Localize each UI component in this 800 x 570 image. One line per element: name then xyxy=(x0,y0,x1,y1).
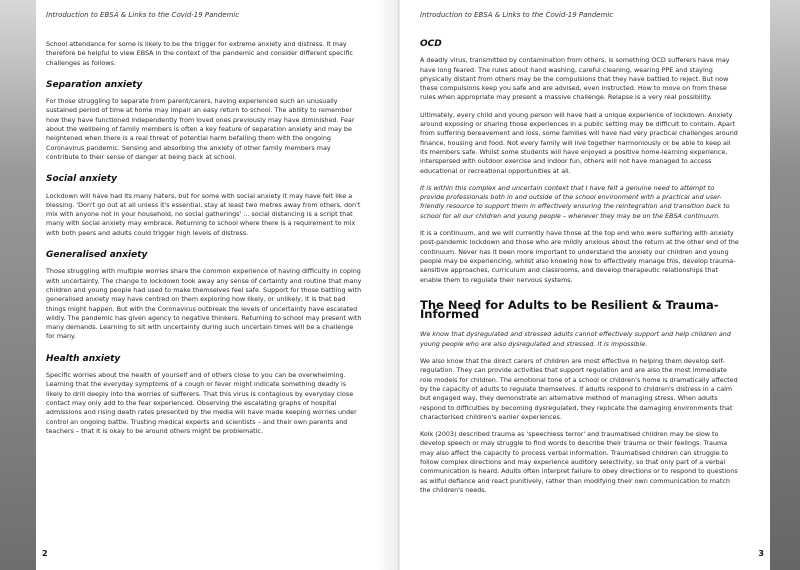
right-page xyxy=(400,0,770,570)
right-gutter xyxy=(770,0,800,570)
left-gutter xyxy=(0,0,36,570)
paragraph-continuum: It is a continuum, and we will currently have those at the top end who were suffering with anxiety post-pandemic lockdown and those who are mildly anxious about the return at the other end of the continuum. Never has it been more important to understand the anxiety our children and young people may be experiencing, whilst also knowing how to effectively manage this, develop trauma-sensitive approaches, curriculum and classrooms, and develop therapeutic relationships that enable them to regulate their nervous systems. xyxy=(420,229,739,284)
left-page xyxy=(36,0,398,570)
page-header: Introduction to EBSA & Links to the Covid-19 Pandemic xyxy=(420,11,614,19)
section-body-separation: For those struggling to separate from parent/carers, having experienced such an unusually sustained period of time at home may impair an easy return to school. The ability to remember how they have functioned independently from loved ones previously may have diminished. Fear about the wellbeing of family members is often a key feature of separation anxiety and may be heightened when there is a real threat of potential harm befalling them with the ongoing Coronavirus pandemic. Sensing and absorbing the anxiety of other family members may contribute to their sense of danger at being back at school. xyxy=(46,97,355,161)
main-section-heading: The Need for Adults to be Resilient & Trauma-Informed xyxy=(420,297,719,322)
section-body-generalised: Those struggling with multiple worries share the common experience of having difficulty in coping with uncertainty. The change to lockdown took away any sense of certainty and routine that many children and young people had used to make themselves feel safe. Support for those battling with generalised anxiety may have centred on them exploring how likely, or unlikely, it is that bad things might happen. But with the Coronavirus outbreak the levels of uncertainty have escalated wildly. The pandemic has given agency to negative thinkers. Returning to school may present with many demands. Learning to sit with uncertainty during such uncertain times will be a challenge for many. xyxy=(46,267,362,341)
section-body-ocd: A deadly virus, transmitted by contamination from others, is something OCD sufferers have may have long feared. The rules about hand washing, careful cleaning, wearing PPE and staying physically distant from others may be the compulsions that they have battled to reject. But now these compulsions keep you safe and are advised, even instructed. How to move on from these rules when appropriate may present a massive challenge. Relapse is a very real possibility. xyxy=(420,56,730,102)
section-heading-separation: Separation anxiety xyxy=(46,79,143,90)
section-heading-social: Social anxiety xyxy=(46,174,118,185)
intro-paragraph: School attendance for some is likely to be the trigger for extreme anxiety and distress. It may therefore be helpful to view EBSA in the context of the pandemic and consider different specific challenges as follows: xyxy=(46,40,353,67)
section-body-health: Specific worries about the health of yourself and of others close to you can be overwhelming. Learning that the everyday symptoms of a cough or fever might indicate something deadly is likely to drill deeply into the worries of sufferers. That this virus is contagious by everyday close contact may only add to the fear experienced. Observing the escalating graphs of hospital admissions and rising death rates presented by the media will have made keeping worries under control an ongoing battle. Trusting medical experts and scientists – and their own parents and teachers – that it is okay to be around others might be problematic. xyxy=(46,371,357,435)
paragraph-direct-carers: We also know that the direct carers of children are most effective in helping them develop self-regulation. They can provide activities that support regulation and are also the most immediate role models for children. The emotional tone of a school or children's home is dramatically affected by the capacity of adults to regulate themselves. If adults respond to children's distress in a calm but engaged way, they demonstrate an alternative method of managing stress. When adults respond to difficulties by becoming dysregulated, they replicate the damaging environments that characterised children's earlier experiences. xyxy=(420,357,738,421)
page-number-left: 2 xyxy=(42,549,48,558)
section-heading-generalised: Generalised anxiety xyxy=(46,250,148,261)
spine-shade xyxy=(376,0,398,570)
paragraph-kolk-trauma: Kolk (2003) described trauma as 'speechless terror' and traumatised children may be slow to develop speech or may struggle to find words to describe their trauma or their feelings. Trauma may also affect the capacity to process verbal information. Traumatised children can struggle to follow complex directions and may experience auditory selectivity, so that only part of a verbal communication is heard. Adults often interpret failure to obey directions or to respond to questions as wilful defiance and react punitively, rather than modifying their own communication to match the children's needs. xyxy=(420,430,738,494)
section-heading-ocd: OCD xyxy=(420,39,442,49)
right-page-content xyxy=(420,40,740,503)
paragraph-dysregulated-adults: We know that dysregulated and stressed adults cannot effectively support and help children and young people who are also dysregulated and stressed. It is impossible. xyxy=(420,330,731,348)
section-body-social: Lockdown will have had its many haters, but for some with social anxiety it may have felt like a blessing. 'Don't go out at all unless it's essential, stay at least two metres away from others, don't mix with anyone not in your household, no social gatherings' ... social distancing is a script that many with social anxiety may embrace. Returning to school where there is a requirement to mix with both peers and adults could trigger high levels of distress. xyxy=(46,191,361,237)
paragraph-lockdown-experience: Ultimately, every child and young person will have had a unique experience of lockdown. Anxiety around exposing or sharing those experiences in a public setting may be difficult to contain. Apart from suffering bereavement and loss, some families will have had very practical challenges around finance, housing and food. Not every family will live together harmoniously or be able to keep all its members safe. Whilst some students will have enjoyed a positive home-learning experience, interspersed with outdoor exercise and indoor fun, others will not have managed to access educational or recreational opportunities at all. xyxy=(420,110,738,175)
page-number-right: 3 xyxy=(758,549,764,558)
paragraph-resource-purpose: It is within this complex and uncertain context that I have felt a genuine need to attempt to provide professionals both in and outside of the school environment with a practical and user-friendly resource to support them in effectively ensuring the reintegration and transition back to school for all our children and young people – wherever they may be on the EBSA continuum. xyxy=(420,183,730,220)
page-header: Introduction to EBSA & Links to the Covid-19 Pandemic xyxy=(46,11,240,19)
section-heading-health: Health anxiety xyxy=(46,353,121,364)
left-page-content xyxy=(46,40,362,444)
